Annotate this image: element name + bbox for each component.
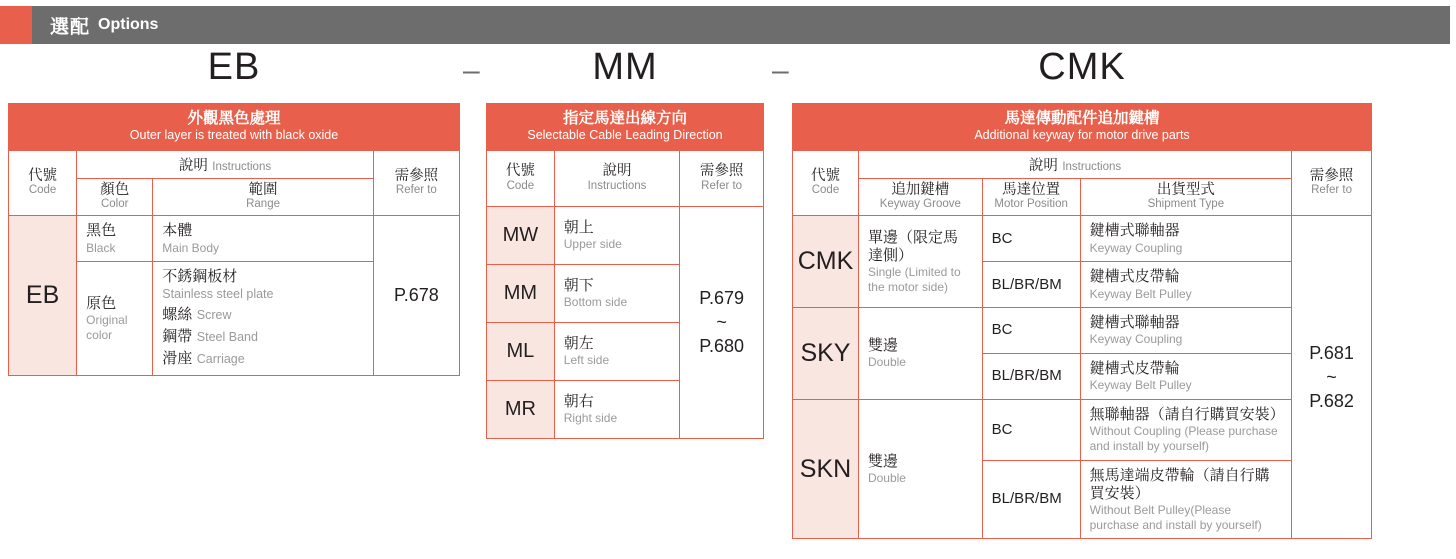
table-row [793,216,1372,262]
table-cmk-code-en: Code [811,184,840,197]
table-cmk-ship-skn-bc [1080,399,1291,460]
table-cmk-keyway-cmk-cn: 單邊（限定馬達側） [867,228,958,265]
table-cmk-keyway-skn [858,399,982,538]
table-cmk-refer-en: Refer to [1311,184,1352,197]
motor-position-value: BL/BR/BM [991,367,1062,385]
table-eb-code-value: EB [9,216,77,375]
table-eb-col-refer [373,150,459,215]
table-eb-color-original-cn: 原色 [86,294,117,312]
table-row [487,206,764,264]
table-cmk-ship-cmk-bc [1080,216,1291,262]
table-cmk-motor-sky-blbrbm [982,354,1080,400]
shipment-type-cn: 鍵槽式聯軸器 [1089,222,1180,240]
table-mm-inst-mm-cn: 朝下 [563,276,594,294]
table-mm-inst-ml [554,322,680,380]
table-cmk [792,103,1372,539]
table-cmk-inst-en: Instructions [1062,160,1122,173]
table-cmk-keyway-skn-cn: 雙邊 [867,452,898,470]
table-cmk-keyway-cn: 追加鍵槽 [891,181,950,198]
table-eb-color-original-en: Original color [86,312,128,342]
shipment-type-en: Without Coupling (Please purchase and install by yourself) [1089,424,1278,453]
table-cmk-header-row-1 [793,150,1372,178]
table-cmk-col-motor [982,178,1080,215]
table-mm-inst-mm-en: Bottom side [563,295,628,310]
table-mm-inst-mm [554,264,680,322]
table-eb-refer-value: P.678 [373,216,459,375]
table-cmk-keyway-cmk-en: Single (Limited to the motor side) [867,265,961,294]
table-cmk-keyway-sky [858,308,982,400]
table-cmk-ship-sky-bc [1080,308,1291,354]
table-eb-code-en: Code [28,184,57,197]
table-eb-inst-cn: 說明 [178,157,208,174]
table-eb-refer-cn: 需參照 [394,167,439,184]
shipment-type-en: Keyway Coupling [1089,332,1183,347]
range-item-en: Screw [196,307,232,322]
table-eb-color-cn: 顏色 [100,181,130,198]
table-mm-inst-cn: 說明 [602,163,632,180]
table-cmk-refer-cn: 需參照 [1309,167,1354,184]
table-cmk-motor-cn: 馬達位置 [1002,181,1061,198]
table-mm-inst-mr-en: Right side [563,411,618,426]
table-eb-col-instructions [77,150,374,178]
motor-position-value: BC [991,229,1013,247]
range-item-cn: 不銹鋼板材 [162,268,238,286]
table-mm-code-mr: MR [487,380,555,438]
table-cmk-motor-cmk-blbrbm [982,262,1080,308]
table-cmk-ship-cmk-blbrbm [1080,262,1291,308]
table-eb [8,103,460,376]
shipment-type-cn: 鍵槽式皮帶輪 [1089,268,1180,286]
code-heading-eb: EB [207,46,261,88]
table-eb-color-black-en: Black [86,240,116,255]
motor-position-value: BL/BR/BM [991,275,1062,293]
table-mm-header-row [487,150,764,206]
table-cmk-keyway-en: Keyway Groove [879,198,961,211]
table-eb-range-cn: 範圍 [248,181,278,198]
shipment-type-cn: 鍵槽式聯軸器 [1089,314,1180,332]
table-eb-refer-en: Refer to [395,184,437,197]
shipment-type-cn: 鍵槽式皮帶輪 [1089,360,1180,378]
table-cmk-title-row [793,104,1372,151]
table-eb-inst-en: Instructions [212,160,272,173]
table-cmk-col-ship [1080,178,1291,215]
table-cmk-refer-line1: P.681 [1309,342,1354,363]
table-mm-inst-en: Instructions [587,179,647,192]
range-item-cn: 滑座 [162,350,193,368]
table-cmk-col-code [793,150,859,215]
table-mm-title-cell [487,104,764,151]
table-cmk-refer-value [1292,216,1372,539]
table-mm-col-code [487,150,555,206]
table-cmk-col-refer [1292,150,1372,215]
table-cmk-col-keyway [858,178,982,215]
table-mm-refer-line2: P.680 [699,336,744,357]
table-eb-col-code [9,150,77,215]
table-eb-code-cn: 代號 [28,167,58,184]
table-cmk-ship-sky-blbrbm [1080,354,1291,400]
code-heading-cmk: CMK [1038,46,1126,88]
table-cmk-code-cn: 代號 [810,167,840,184]
table-row [793,308,1372,354]
table-eb-header-row-1 [9,150,460,178]
table-mm-title-en: Selectable Cable Leading Direction [527,127,723,142]
table-cmk-code-skn: SKN [793,399,859,538]
table-cmk-header-row-2 [793,178,1372,215]
table-eb-color-black [77,216,153,262]
table-mm-refer-tilde: ~ [716,312,727,333]
table-mm-inst-mw-cn: 朝上 [563,218,594,236]
table-eb-range-main-body-cn: 本體 [162,222,193,240]
table-row [793,399,1372,460]
motor-position-value: BC [991,321,1013,339]
table-cmk-keyway-sky-en: Double [867,355,906,370]
range-item-cn: 螺絲 [162,305,193,323]
range-item-cn: 鋼帶 [162,328,193,346]
shipment-type-cn: 無馬達端皮帶輪（請自行購買安裝） [1089,466,1270,502]
table-cmk-title-cell [793,104,1372,151]
table-mm-inst-mw-en: Upper side [563,237,622,252]
table-cmk-ship-en: Shipment Type [1147,198,1225,211]
header-title-container [32,6,1450,44]
shipment-type-cn: 無聯軸器（請自行購買安裝） [1089,405,1285,423]
table-cmk-ship-cn: 出貨型式 [1156,181,1215,198]
table-cmk-col-instructions [858,150,1291,178]
code-heading-mm: MM [592,46,658,88]
table-cmk-title-en: Additional keyway for motor drive parts [974,127,1190,142]
table-mm-title-row [487,104,764,151]
table-cmk-code-cmk: CMK [793,216,859,308]
table-eb-range-main-body-en: Main Body [162,240,219,255]
table-eb-color-original [77,262,153,375]
table-cmk-refer-line2: P.682 [1309,391,1354,412]
table-cmk-refer-tilde: ~ [1326,367,1337,388]
page-title-cn: 選配 [50,16,91,38]
table-mm-refer-en: Refer to [701,179,743,192]
table-cmk-motor-cmk-bc [982,216,1080,262]
range-item-en: Steel Band [196,330,258,345]
table-eb-title-cell [9,104,460,151]
code-separator-1: – [463,54,480,87]
table-eb-title-cn: 外觀黑色處理 [187,110,281,127]
table-eb-col-color [77,178,153,215]
table-eb-range-main-body [153,216,373,262]
table-mm-inst-mw [554,206,680,264]
table-eb-range-list [153,262,373,375]
table-cmk-code-sky: SKY [793,308,859,400]
code-separator-2: – [772,54,789,87]
table-mm-code-ml: ML [487,322,555,380]
table-cmk-motor-sky-bc [982,308,1080,354]
table-eb-range-en: Range [246,198,280,211]
table-mm-inst-mr [554,380,680,438]
table-mm-title-cn: 指定馬達出線方向 [562,110,687,127]
shipment-type-en: Keyway Coupling [1089,240,1183,255]
table-mm-code-en: Code [506,179,535,192]
range-item [162,306,363,324]
table-mm-refer-line1: P.679 [699,287,744,308]
table-cmk-keyway-cmk [858,216,982,308]
table-cmk-keyway-sky-cn: 雙邊 [867,337,898,355]
range-item-en: Stainless steel plate [162,286,274,301]
table-eb-color-en: Color [100,198,129,211]
table-mm-inst-ml-cn: 朝左 [563,334,594,352]
code-heading-row [0,46,1456,94]
shipment-type-en: Keyway Belt Pulley [1089,378,1192,393]
table-cmk-motor-skn-bc [982,399,1080,460]
table-cmk-title-cn: 馬達傳動配件追加鍵槽 [1004,110,1160,127]
table-eb-col-range [153,178,373,215]
motor-position-value: BC [991,420,1013,438]
table-mm-col-instructions [554,150,680,206]
range-item [162,350,363,368]
page-title-en: Options [98,16,159,33]
table-eb-title-en: Outer layer is treated with black oxide [129,127,339,142]
table-eb-title-row [9,104,460,151]
table-mm-refer-value [680,206,764,438]
table-eb-color-black-cn: 黑色 [86,222,117,240]
table-mm-code-mm: MM [487,264,555,322]
header-accent-block [0,6,32,44]
table-row [9,216,460,262]
page-header-bar [0,6,1450,44]
table-mm-inst-ml-en: Left side [563,353,610,368]
shipment-type-en: Without Belt Pulley(Please purchase and install by yourself) [1089,503,1262,532]
table-cmk-motor-skn-blbrbm [982,460,1080,539]
shipment-type-en: Keyway Belt Pulley [1089,286,1192,301]
range-item-en: Carriage [196,352,245,367]
table-mm-col-refer [680,150,764,206]
table-mm [486,103,764,439]
range-item [162,328,363,346]
table-cmk-inst-cn: 說明 [1028,157,1058,174]
table-cmk-motor-en: Motor Position [994,198,1068,211]
table-mm-code-mw: MW [487,206,555,264]
table-mm-inst-mr-cn: 朝右 [563,392,594,410]
table-mm-refer-cn: 需參照 [699,163,744,180]
table-mm-code-cn: 代號 [505,163,535,180]
range-item [162,268,363,302]
table-cmk-keyway-skn-en: Double [867,471,906,485]
table-cmk-ship-skn-blbrbm [1080,460,1291,539]
motor-position-value: BL/BR/BM [991,490,1062,508]
